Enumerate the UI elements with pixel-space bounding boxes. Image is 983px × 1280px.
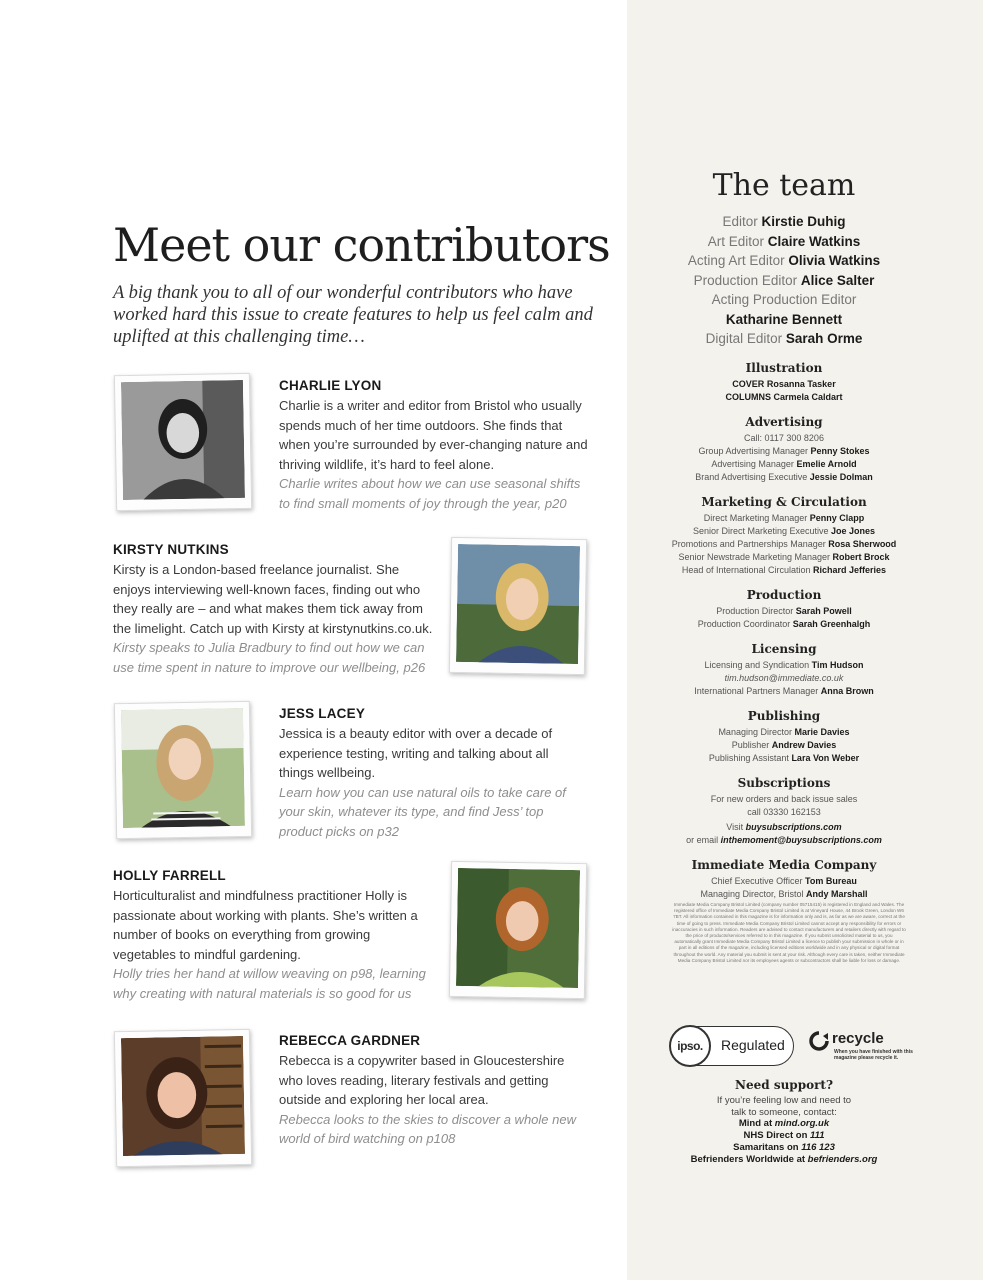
team-name: Kirstie Duhig (761, 214, 846, 229)
credit-row (627, 726, 941, 739)
credit-row: For new orders and back issue sales (710, 794, 858, 804)
section-heading: Illustration (745, 361, 823, 375)
team-role: Editor (722, 214, 758, 229)
credit-label: Visit (726, 822, 744, 832)
contributor-bio: Jessica is a beauty editor with over a decade of experience testing, writing and talking about all things wellbeing. (279, 726, 553, 780)
team-title: The team (712, 168, 856, 203)
support-contact (627, 1130, 941, 1142)
section-licensing (627, 642, 941, 698)
team-role: Production Editor (693, 272, 798, 288)
credit-row (627, 458, 941, 471)
portrait-image (456, 868, 580, 988)
credit-name: Richard Jefferies (813, 565, 887, 575)
credit-name: Joe Jones (831, 526, 876, 536)
credit-label: Production Coordinator (697, 619, 791, 629)
support-contact (627, 1118, 941, 1130)
team-role: Acting Production Editor (711, 292, 857, 307)
credit-name: Andy Marshall (806, 889, 868, 899)
recycle-logo (808, 1028, 928, 1064)
team-row (627, 290, 941, 310)
section-company (627, 858, 941, 901)
credit-row (627, 834, 941, 847)
contributor-name: CHARLIE LYON (279, 378, 382, 393)
contributor-name: HOLLY FARRELL (113, 868, 226, 883)
section-heading: Production (746, 588, 822, 602)
contributor-card (279, 378, 589, 513)
ipso-logo (670, 1026, 794, 1066)
section-publishing (627, 709, 941, 765)
section-heading: Advertising (745, 415, 823, 429)
credit-label: Publisher (731, 740, 770, 750)
credit-label: Chief Executive Officer (711, 876, 803, 886)
credit-label: International Partners Manager (694, 686, 819, 696)
credit-label: Advertising Manager (711, 459, 794, 469)
credit-name: Penny Clapp (809, 513, 865, 523)
team-row (627, 271, 941, 291)
contributor-teaser: Holly tries her hand at willow weaving on p98, learning why creating with natural materials is so good for us (113, 966, 426, 1001)
credit-name: Rosanna Tasker (766, 379, 836, 389)
credit-label: or email (686, 835, 719, 845)
credit-row (627, 752, 941, 765)
contributor-card (279, 706, 569, 841)
support-box (627, 1078, 941, 1165)
credit-row (627, 875, 941, 888)
credit-label: Publishing Assistant (708, 753, 789, 763)
credit-row (627, 821, 941, 834)
section-heading: Subscriptions (737, 776, 831, 790)
section-heading: Marketing & Circulation (701, 495, 867, 509)
credit-name: Robert Brock (832, 552, 890, 562)
section-heading: Licensing (751, 642, 817, 656)
section-marketing (627, 495, 941, 577)
ipso-mark: ipso. (669, 1025, 711, 1067)
credit-row (627, 391, 941, 404)
credit-name: Tim Hudson (811, 660, 864, 670)
recycle-note: When you have finished with this magazine please recycle it. (834, 1049, 913, 1061)
page-title: Meet our contributors (113, 218, 610, 272)
credit-name: Tom Bureau (805, 876, 857, 886)
contributor-teaser: Kirsty speaks to Julia Bradbury to find out how we can use time spent in nature to improve our wellbeing, p26 (113, 640, 426, 675)
credit-name: Andrew Davies (771, 740, 837, 750)
credit-label: Brand Advertising Executive (695, 472, 808, 482)
team-role: Art Editor (707, 233, 764, 249)
team-role: Acting Art Editor (687, 253, 785, 268)
credit-row (627, 551, 941, 564)
section-subscriptions (627, 776, 941, 847)
credit-row (627, 739, 941, 752)
recycle-icon (808, 1030, 830, 1052)
credit-label: Call: 0117 300 8206 (744, 433, 824, 443)
contributor-name: KIRSTY NUTKINS (113, 542, 229, 557)
team-name: Katharine Bennett (725, 311, 843, 327)
credit-name: Emelie Arnold (796, 459, 857, 469)
credit-label: COVER (732, 379, 765, 389)
section-heading: Publishing (747, 709, 821, 723)
portrait-image (456, 544, 580, 664)
subscriptions-link[interactable]: buysubscriptions.com (745, 822, 842, 832)
credit-label: COLUMNS (725, 392, 771, 402)
credit-label: Senior Direct Marketing Executive (692, 526, 829, 536)
credit-row (627, 685, 941, 698)
credit-row (627, 564, 941, 577)
contact-name: Samaritans on (733, 1141, 799, 1153)
contributor-bio: Charlie is a writer and editor from Bristol who usually spends much of her time outdoors. She finds that when you’re surrounded by ever-changing nature and thriving wildlife, it’s hard to feel alone. (279, 398, 588, 472)
credit-row (627, 432, 941, 445)
intro-text: A big thank you to all of our wonderful contributors who have worked hard this issue to create features to help us feel calm and uplifted at this challenging time… (113, 283, 593, 347)
contact-link[interactable]: befrienders.org (807, 1153, 878, 1165)
contributor-bio: Rebecca is a copywriter based in Gloucestershire who loves reading, literary festivals and getting outside and exploring her local area. (279, 1053, 565, 1107)
credit-row: call 03330 162153 (747, 807, 821, 817)
credit-name: Lara Von Weber (791, 753, 860, 763)
credit-label: Promotions and Partnerships Manager (671, 539, 826, 549)
credits-sections (627, 361, 941, 912)
credit-row (627, 525, 941, 538)
contributor-card (279, 1033, 579, 1149)
portrait-image (121, 1036, 245, 1156)
team-row (627, 310, 941, 330)
contact-name: NHS Direct on (743, 1130, 808, 1142)
contributor-photo-charlie (114, 373, 252, 511)
support-text: If you’re feeling low and need to (716, 1095, 852, 1106)
credit-label: Senior Newstrade Marketing Manager (678, 552, 831, 562)
legal-notice: Immediate Media Company Bristol Limited (company number 05715415) is registered in England and Wales. The registered office of Immediate Media Company Bristol Limited is at Vineyard House, 44 Brook Green, London W6 7BT. All information contained in this magazine is for information only and is, as far as we are aware, correct at the time of going to press. Immediate Media Company Bristol Limited cannot accept any responsibility for errors or inaccuracies in such information. Readers are advised to contact manufacturers and retailers directly with regard to the price of products/services referred to in this magazine. If you submit unsolicited material to us, you automatically grant Immediate Media Company Bristol Limited a licence to publish your submission in whole or in part in all editions of the magazine, including licensed editions worldwide and in any physical or digital format throughout the world. Any material you submit is sent at your risk. Although every care is taken, neither Immediate Media Company Bristol Limited nor its employees agents or subcontractors shall be liable for loss or damage. (672, 902, 906, 963)
team-row (627, 251, 941, 271)
recycle-label: recycle (832, 1030, 884, 1047)
section-heading: Immediate Media Company (691, 858, 877, 872)
credit-row (627, 378, 941, 391)
contributor-photo-kirsty (449, 537, 587, 675)
credit-row (627, 888, 941, 901)
credit-label: Head of International Circulation (681, 565, 811, 575)
support-heading: Need support? (735, 1078, 833, 1092)
credit-label: Group Advertising Manager (698, 446, 808, 456)
credit-name: Marie Davies (794, 727, 850, 737)
credit-row (627, 538, 941, 551)
contributor-photo-holly (449, 861, 587, 999)
credit-label: Managing Director, Bristol (700, 889, 804, 899)
credit-row (627, 445, 941, 458)
team-list (627, 212, 941, 349)
credit-row (627, 618, 941, 631)
credit-name: Anna Brown (820, 686, 874, 696)
contributor-teaser: Charlie writes about how we can use seasonal shifts to find small moments of joy through the year, p20 (279, 476, 581, 511)
contributor-card (113, 542, 433, 677)
team-name: Alice Salter (800, 272, 875, 288)
section-advertising (627, 415, 941, 484)
contributor-bio: Kirsty is a London-based freelance journalist. She enjoys interviewing well-known faces, finding out who they really are – and what makes them tick away from the limelight. Catch up with Kirsty at kirstynutkins.co.uk. (113, 562, 433, 636)
contact-phone: 116 123 (801, 1141, 835, 1153)
contributor-teaser: Learn how you can use natural oils to take care of your skin, whatever its type, and find Jess’ top product picks on p32 (279, 784, 566, 839)
contact-name: Befrienders Worldwide at (690, 1153, 806, 1165)
credit-row (627, 471, 941, 484)
credit-name: Penny Stokes (810, 446, 870, 456)
contact-phone: 111 (810, 1130, 825, 1142)
team-row (627, 232, 941, 252)
team-name: Claire Watkins (767, 233, 861, 249)
contributor-name: REBECCA GARDNER (279, 1033, 421, 1048)
contributor-bio: Horticulturalist and mindfulness practitioner Holly is passionate about working with plants. She’s written a number of books on everything from growing vegetables to mindful gardening. (113, 888, 418, 962)
email-link[interactable]: tim.hudson@immediate.co.uk (724, 673, 844, 683)
support-contact (627, 1154, 941, 1166)
contact-name: Mind at (738, 1118, 773, 1130)
credit-name: Jessie Dolman (809, 472, 873, 482)
contributor-name: JESS LACEY (279, 706, 366, 721)
portrait-image (121, 380, 245, 500)
credit-name: Carmela Caldart (773, 392, 843, 402)
credit-label: Licensing and Syndication (704, 660, 810, 670)
contributor-card (113, 868, 433, 1003)
credit-label: Production Director (716, 606, 794, 616)
contributor-photo-jess (114, 701, 252, 839)
credit-name: Sarah Greenhalgh (792, 619, 871, 629)
contact-link[interactable]: mind.org.uk (774, 1118, 830, 1130)
credit-name: Rosa Sherwood (828, 539, 897, 549)
portrait-image (121, 708, 245, 828)
section-illustration (627, 361, 941, 404)
contributor-teaser: Rebecca looks to the skies to discover a whole new world of bird watching on p108 (279, 1111, 576, 1146)
section-production (627, 588, 941, 631)
team-row (627, 212, 941, 232)
team-row (627, 329, 941, 349)
subscriptions-email-link[interactable]: inthemoment@buysubscriptions.com (720, 835, 882, 845)
credit-name: Sarah Powell (795, 606, 852, 616)
credit-label: Managing Director (718, 727, 792, 737)
team-role: Digital Editor (705, 331, 783, 346)
credit-row (627, 659, 941, 672)
credit-row (627, 512, 941, 525)
support-contact (627, 1142, 941, 1154)
contributor-photo-rebecca (114, 1029, 252, 1167)
team-name: Olivia Watkins (788, 253, 881, 268)
team-name: Sarah Orme (785, 331, 863, 346)
ipso-regulated-label: Regulated (721, 1037, 785, 1053)
credit-row (627, 672, 941, 685)
credit-row (627, 605, 941, 618)
support-text: talk to someone, contact: (731, 1106, 837, 1118)
credit-label: Direct Marketing Manager (703, 513, 808, 523)
